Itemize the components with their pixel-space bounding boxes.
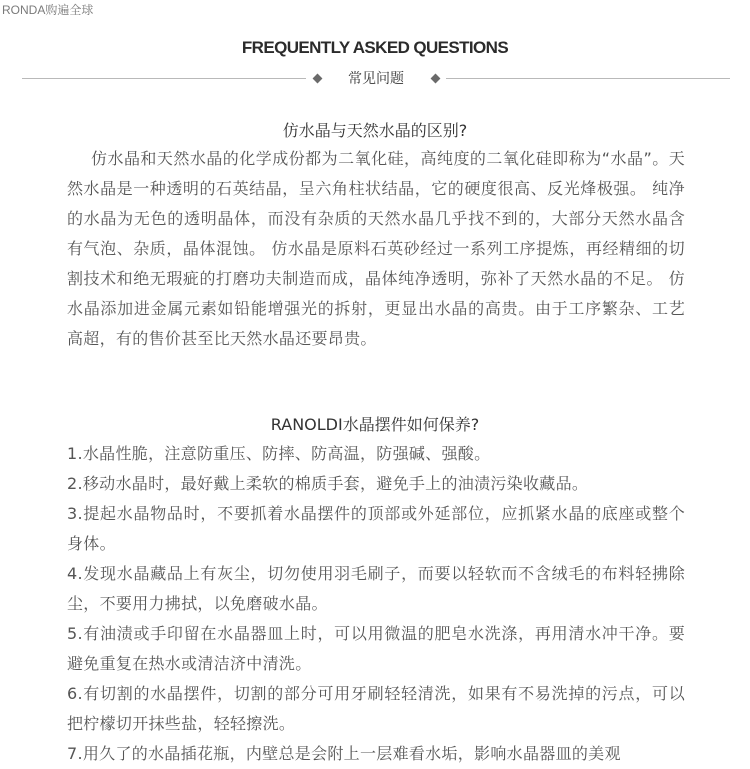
question-title-crystal-difference: 仿水晶与天然水晶的区别? (282, 121, 468, 140)
care-tip-item: 1.水晶性脆，注意防重压、防摔、防高温，防强碱、强酸。 (67, 444, 491, 463)
care-tip-item: 2.移动水晶时，最好戴上柔软的棉质手套，避免手上的油渍污染收藏品。 (67, 474, 589, 493)
care-tip-item: 7.用久了的水晶插花瓶，内壁总是会附上一层难看水垢，影响水晶器皿的美观 (67, 744, 621, 763)
care-tip-item: 5.有油渍或手印留在水晶器皿上时，可以用微温的肥皂水洗涤，再用清水冲干净。要避免重复在热水或清洁济中清洗。 (67, 624, 685, 673)
care-tips-list (67, 439, 685, 769)
answer-crystal-difference: 仿水晶和天然水晶的化学成份都为二氧化硅，高纯度的二氧化硅即称为“水晶”。天然水晶是一种透明的石英结晶，呈六角柱状结晶，它的硬度很高、反光烽极强。 纯净的水晶为无色的透明晶体，而没有杂质的天然水晶几乎找不到的，大部分天然水晶含有气泡、杂质，晶体混蚀。 仿水晶是原料石英砂经过一系列工序提炼，再经精细的切割技术和绝无瑕疵的打磨功夫制造而成，晶体纯净透明，弥补了天然水晶的不足。 仿水晶添加进金属元素如铅能增强光的拆射，更显出水晶的高贵。由于工序繁杂、工艺高超，有的售价甚至比天然水晶还要昂贵。 (67, 149, 685, 348)
divider-line-right (446, 78, 730, 79)
faq-subtitle-divider (22, 66, 730, 92)
faq-heading: FREQUENTLY ASKED QUESTIONS (241, 38, 509, 57)
question-title-crystal-care: RANOLDI水晶摆件如何保养? (270, 415, 480, 434)
faq-subheading: 常见问题 (348, 71, 404, 87)
store-watermark: RONDA购遍全球 (2, 3, 94, 17)
care-tip-item: 6.有切割的水晶摆件，切割的部分可用牙刷轻轻清洗，如果有不易洗掉的污点，可以把柠檬切开抹些盐，轻轻擦洗。 (67, 684, 685, 733)
care-tip-item: 4.发现水晶藏品上有灰尘，切勿使用羽毛刷子，而要以轻软而不含绒毛的布料轻拂除尘，不要用力拂拭，以免磨破水晶。 (67, 564, 685, 613)
care-tip-item: 3.提起水晶物品时，不要抓着水晶摆件的顶部或外延部位，应抓紧水晶的底座或整个身体。 (67, 504, 685, 553)
